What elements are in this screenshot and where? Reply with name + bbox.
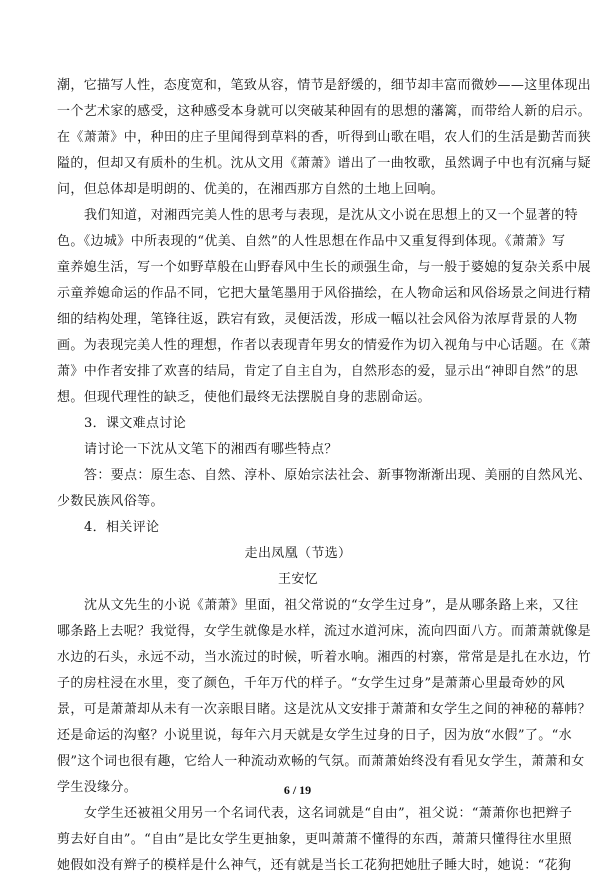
text-line: 还是命运的沟壑？小说里说，每年六月天就是女学生过身的日子，因为放“水假”了。“水 (57, 728, 572, 743)
text-line: 萧》中作者安排了欢喜的结局，肯定了自主自为，自然形态的爱，显示出“神即自然”的思 (57, 364, 579, 379)
text-line: 沈从文先生的小说《萧萧》里面，祖父常说的“女学生过身”，是从哪条路上来，又往 (84, 598, 579, 613)
text-line: 少数民族风俗等。 (57, 494, 164, 509)
text-line: 子的房柱浸在水里，变了颜色，千年万代的样子。“女学生过身”是萧萧心里最奇妙的风 (57, 676, 565, 691)
text-line: 3．课文难点讨论 (84, 416, 187, 431)
text-line: 想。但现代理性的缺乏，使他们最终无法摆脱自身的悲剧命运。 (57, 390, 431, 405)
text-line: 画。为表现完美人性的理想，作者以表现青年男女的情爱作为切入视角与中心话题。在《萧 (57, 338, 592, 353)
text-line: 问，但总体却是明朗的、优美的，在湘西那方自然的土地上回响。 (57, 182, 445, 197)
text-line: 答：要点：原生态、自然、淳朴、原始宗法社会、新事物渐渐出现、美丽的自然风光、 (84, 468, 592, 483)
text-line: 细的结构处理，笔锋往返，跌宕有致，灵便活泼，形成一幅以社会风俗为浓厚背景的人物 (57, 312, 578, 327)
body-text (57, 73, 592, 879)
text-line: 她假如没有辫子的模样是什么神气，还有就是当长工花狗把她肚子睡大时，她说：“花狗 (57, 858, 572, 873)
text-line: 隘的，但却又有质朴的生机。沈从文用《萧萧》谱出了一曲牧歌，虽然调子中也有沉痛与疑 (57, 156, 592, 171)
text-line: 哪条路上去呢？我觉得，女学生就像是水样，流过水道河床，流向四面八方。而萧萧就像是 (57, 624, 592, 639)
text-line: 女学生还被祖父用另一个名词代表，这名词就是“自由”，祖父说：“萧萧你也把辫子 (84, 806, 573, 821)
text-line: 在《萧萧》中，种田的庄子里闻得到草料的香，听得到山歌在唱，农人们的生活是勤苦而狭 (57, 130, 592, 145)
text-line: 剪去好自由”。“自由”是比女学生更抽象，更叫萧萧不懂得的东西，萧萧只懂得往水里照 (57, 832, 572, 847)
essay-section (57, 73, 592, 541)
text-line: 一个艺术家的感受，这种感受本身就可以突破某种固有的思想的藩篱，而带给人新的启示。 (57, 104, 592, 119)
text-line: 童养媳生活，写一个如野草般在山野春风中生长的顽强生命，与一般于婆媳的复杂关系中展 (57, 260, 592, 275)
text-line: 学生没缘分。 (57, 780, 138, 795)
text-line: 景，可是萧萧却从未有一次亲眼目睹。这是沈从文安排于萧萧和女学生之间的神秘的幕帏？ (57, 702, 592, 717)
article-section (57, 593, 592, 879)
text-line: 假”这个词也很有趣，它给人一种流动欢畅的气氛。而萧萧始终没有看见女学生，萧萧和女 (57, 754, 585, 769)
article-title: 走出凤凰（节选） (244, 546, 352, 561)
text-line: 色。《边城》中所表现的“优美、自然”的人性思想在作品中又重复得到体现。《萧萧》写 (57, 234, 566, 249)
page-number: 6 / 19 (283, 783, 312, 797)
text-line: 潮，它描写人性，态度宽和，笔致从容，情节是舒缓的，细节却丰富而微妙——这里体现出 (57, 78, 592, 93)
text-line: 请讨论一下沈从文笔下的湘西有哪些特点？ (84, 442, 338, 457)
text-line: 水边的石头，永远不动，当水流过的时候，听着水响。湘西的村寨，常常是是扎在水边，竹 (57, 650, 592, 665)
text-line: 4．相关评论 (84, 520, 160, 535)
article-author: 王安忆 (277, 572, 319, 587)
text-line: 我们知道，对湘西完美人性的思考与表现，是沈从文小说在思想上的又一个显著的特 (84, 208, 578, 223)
text-line: 示童养媳命运的作品不同，它把大量笔墨用于风俗描绘，在人物命运和风俗场景之间进行精 (57, 286, 592, 301)
